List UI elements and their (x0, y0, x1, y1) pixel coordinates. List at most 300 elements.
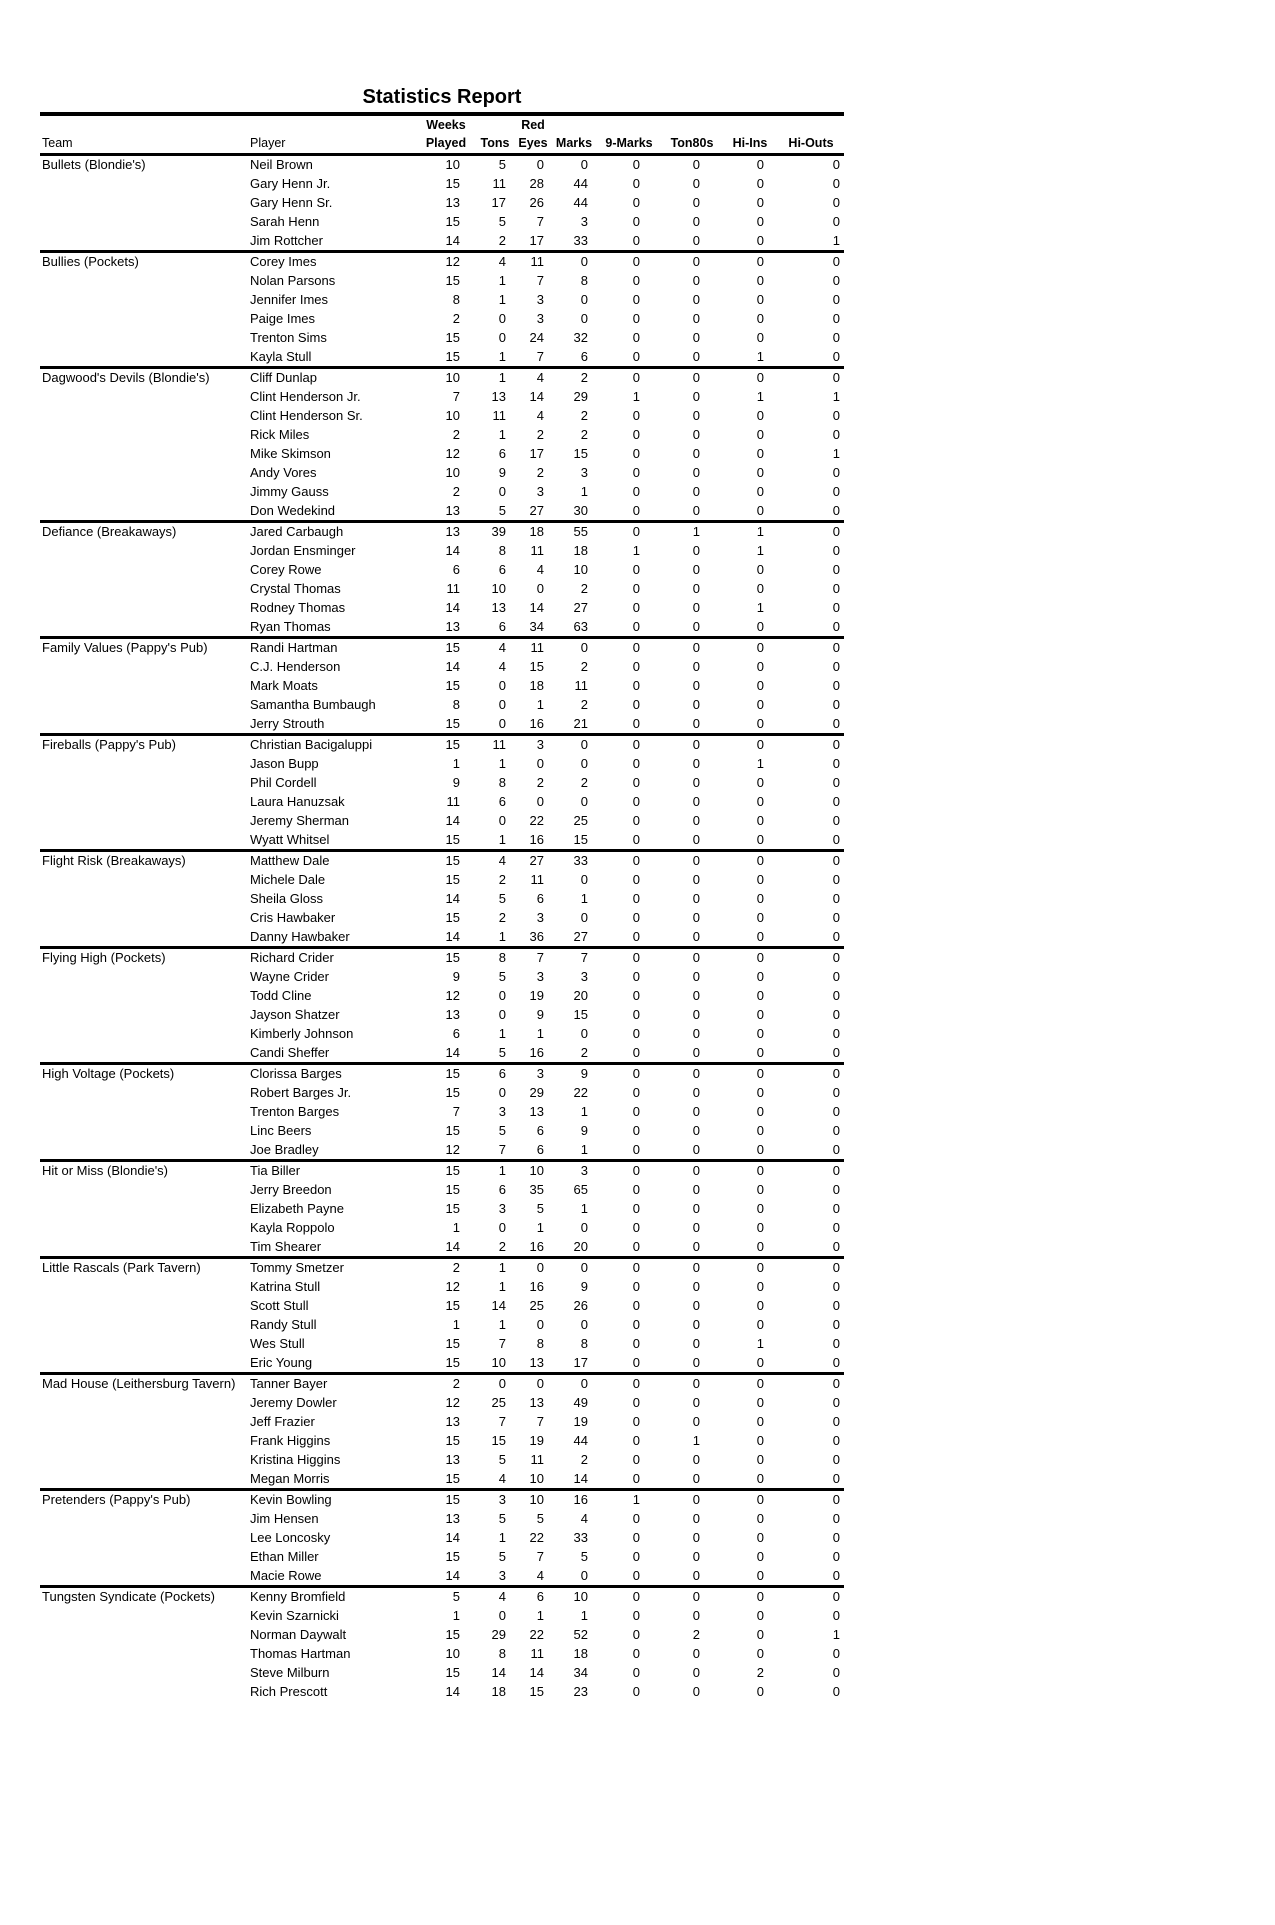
team-name-cell (40, 579, 248, 598)
hi-outs-cell: 0 (778, 638, 844, 658)
player-name-cell: Lee Loncosky (250, 1530, 331, 1545)
team-name-cell (40, 773, 248, 792)
red-eyes-cell: 15 (529, 659, 544, 674)
marks-cell: 1 (580, 1142, 588, 1157)
weeks-played-cell: 15 (416, 851, 476, 871)
team-name-cell (40, 309, 248, 328)
player-name-cell: Jordan Ensminger (250, 543, 356, 558)
ton80s-cell: 0 (692, 1608, 700, 1623)
weeks-played-cell: 12 (416, 252, 476, 272)
team-group (40, 851, 844, 948)
table-row (40, 231, 844, 252)
team-name-cell (40, 714, 248, 735)
hi-ins-cell: 0 (722, 1374, 778, 1394)
weeks-played-cell: 14 (445, 600, 460, 615)
ton80s-cell: 0 (692, 562, 700, 577)
ton80s-cell: 0 (692, 659, 700, 674)
9-marks-cell: 0 (632, 292, 640, 307)
player-name-cell: Nolan Parsons (250, 273, 336, 288)
marks-cell: 0 (580, 1220, 588, 1235)
table-row (40, 695, 844, 714)
player-name-cell: Jeremy Dowler (250, 1395, 337, 1410)
ton80s-cell: 0 (692, 233, 700, 248)
hi-ins-cell: 0 (756, 176, 764, 191)
team-name-cell (40, 598, 248, 617)
team-name-cell (40, 1180, 248, 1199)
9-marks-cell: 0 (632, 678, 640, 693)
hi-ins-cell: 0 (722, 1490, 778, 1510)
team-name-cell (40, 1315, 248, 1334)
player-name-cell: Jim Rottcher (250, 233, 323, 248)
team-name-cell: Fireballs (Pappy's Pub) (40, 735, 248, 755)
marks-cell: 0 (580, 794, 588, 809)
ton80s-cell: 0 (692, 716, 700, 731)
tons-cell: 10 (491, 1355, 506, 1370)
hi-ins-cell: 0 (756, 794, 764, 809)
team-name-cell: Family Values (Pappy's Pub) (40, 638, 248, 658)
red-eyes-cell: 27 (514, 851, 552, 871)
team-name-cell: Little Rascals (Park Tavern) (40, 1258, 248, 1278)
red-eyes-cell: 19 (529, 1433, 544, 1448)
ton80s-cell: 0 (692, 1336, 700, 1351)
header-red-eyes: Eyes (518, 136, 548, 150)
ton80s-cell: 0 (692, 794, 700, 809)
player-name-cell: Eric Young (250, 1355, 313, 1370)
marks-cell: 29 (573, 389, 588, 404)
team-name-cell (40, 695, 248, 714)
tons-cell: 1 (498, 292, 506, 307)
hi-outs-cell: 0 (832, 910, 840, 925)
marks-cell: 17 (573, 1355, 588, 1370)
player-name-cell: Cliff Dunlap (248, 368, 416, 388)
team-name-cell (40, 617, 248, 638)
weeks-played-cell: 15 (445, 678, 460, 693)
hi-outs-cell: 0 (778, 252, 844, 272)
tons-cell: 9 (498, 465, 506, 480)
hi-ins-cell: 0 (756, 1026, 764, 1041)
hi-outs-cell: 0 (832, 600, 840, 615)
tons-cell: 8 (498, 1646, 506, 1661)
weeks-played-cell: 13 (445, 1452, 460, 1467)
player-name-cell: Richard Crider (248, 948, 416, 968)
red-eyes-cell: 3 (514, 735, 552, 755)
table-row (40, 773, 844, 792)
player-name-cell: Linc Beers (250, 1123, 312, 1138)
hi-ins-cell: 0 (722, 851, 778, 871)
ton80s-cell: 0 (692, 273, 700, 288)
tons-cell: 6 (476, 1064, 514, 1084)
9-marks-cell: 0 (632, 1336, 640, 1351)
marks-cell: 63 (573, 619, 588, 634)
hi-outs-cell: 0 (832, 1414, 840, 1429)
tons-cell: 25 (491, 1395, 506, 1410)
hi-outs-cell: 0 (832, 581, 840, 596)
team-name-cell (40, 1121, 248, 1140)
team-name-cell (40, 231, 248, 252)
player-name-cell: Sarah Henn (250, 214, 320, 229)
red-eyes-cell: 1 (536, 697, 544, 712)
player-name-cell: Wayne Crider (250, 969, 329, 984)
tons-cell: 0 (498, 1608, 506, 1623)
hi-ins-cell: 0 (756, 1317, 764, 1332)
marks-cell: 0 (552, 1258, 596, 1278)
ton80s-cell: 0 (692, 484, 700, 499)
marks-cell: 2 (580, 775, 588, 790)
table-row (40, 967, 844, 986)
player-name-cell: Matthew Dale (248, 851, 416, 871)
hi-outs-cell: 0 (832, 1298, 840, 1313)
hi-ins-cell: 0 (756, 1433, 764, 1448)
9-marks-cell: 0 (632, 1026, 640, 1041)
weeks-played-cell: 15 (445, 1201, 460, 1216)
table-row (40, 1374, 844, 1394)
ton80s-cell: 0 (692, 1355, 700, 1370)
weeks-played-cell: 15 (445, 1182, 460, 1197)
marks-cell: 8 (580, 1336, 588, 1351)
table-row (40, 1663, 844, 1682)
tons-cell: 4 (476, 252, 514, 272)
hi-outs-cell: 0 (832, 891, 840, 906)
hi-ins-cell: 0 (756, 716, 764, 731)
hi-ins-cell: 0 (722, 948, 778, 968)
ton80s-cell: 0 (692, 1530, 700, 1545)
ton80s-cell: 0 (692, 543, 700, 558)
player-name-cell: Randy Stull (250, 1317, 317, 1332)
hi-ins-cell: 0 (756, 1471, 764, 1486)
weeks-played-cell: 15 (445, 1627, 460, 1642)
red-eyes-cell: 19 (529, 988, 544, 1003)
header-red-top: Red (521, 118, 545, 132)
9-marks-cell: 0 (632, 176, 640, 191)
weeks-played-cell: 12 (445, 1142, 460, 1157)
table-row (40, 1490, 844, 1510)
red-eyes-cell: 1 (536, 1608, 544, 1623)
red-eyes-cell: 11 (530, 543, 544, 558)
weeks-played-cell: 13 (445, 503, 460, 518)
ton80s-cell: 0 (692, 1142, 700, 1157)
marks-cell: 0 (580, 1026, 588, 1041)
tons-cell: 1 (498, 832, 506, 847)
9-marks-cell: 0 (632, 1549, 640, 1564)
table-row (40, 1102, 844, 1121)
tons-cell: 4 (498, 659, 506, 674)
ton80s-cell: 0 (692, 1414, 700, 1429)
weeks-played-cell: 7 (452, 1104, 460, 1119)
ton80s-cell: 0 (692, 1026, 700, 1041)
team-name-cell (40, 927, 248, 948)
red-eyes-cell: 18 (529, 678, 544, 693)
team-name-cell: Tungsten Syndicate (Pockets) (40, 1587, 248, 1607)
weeks-played-cell: 9 (452, 775, 460, 790)
hi-outs-cell: 0 (832, 1220, 840, 1235)
ton80s-cell: 0 (692, 446, 700, 461)
tons-cell: 6 (498, 1182, 506, 1197)
team-group (40, 252, 844, 368)
marks-cell: 33 (573, 1530, 588, 1545)
table-row (40, 1393, 844, 1412)
weeks-played-cell: 15 (445, 872, 460, 887)
hi-ins-cell: 0 (756, 1395, 764, 1410)
9-marks-cell: 0 (632, 1568, 640, 1583)
team-name-cell (40, 1682, 248, 1701)
red-eyes-cell: 29 (529, 1085, 544, 1100)
marks-cell: 18 (573, 1646, 588, 1661)
table-row (40, 271, 844, 290)
red-eyes-cell: 1 (536, 1026, 544, 1041)
player-name-cell: Candi Sheffer (250, 1045, 330, 1060)
9-marks-cell: 0 (632, 832, 640, 847)
weeks-played-cell: 15 (445, 1665, 460, 1680)
marks-cell: 10 (573, 562, 588, 577)
marks-cell: 19 (573, 1414, 588, 1429)
red-eyes-cell: 6 (536, 891, 544, 906)
marks-cell: 44 (573, 1433, 588, 1448)
table-row (40, 657, 844, 676)
hi-ins-cell: 0 (756, 1182, 764, 1197)
hi-outs-cell: 0 (832, 1530, 840, 1545)
9-marks-cell: 0 (632, 813, 640, 828)
hi-ins-cell: 1 (756, 349, 764, 364)
tons-cell: 11 (476, 735, 514, 755)
player-name-cell: Corey Rowe (250, 562, 322, 577)
red-eyes-cell: 6 (536, 1123, 544, 1138)
hi-outs-cell: 0 (832, 292, 840, 307)
hi-ins-cell: 0 (722, 1587, 778, 1607)
red-eyes-cell: 8 (536, 1336, 544, 1351)
team-name-cell (40, 1199, 248, 1218)
red-eyes-cell: 0 (514, 155, 552, 175)
red-eyes-cell: 3 (536, 969, 544, 984)
table-row (40, 1431, 844, 1450)
team-name-cell (40, 1005, 248, 1024)
9-marks-cell: 0 (632, 1395, 640, 1410)
team-name-cell (40, 212, 248, 231)
hi-ins-cell: 1 (756, 756, 764, 771)
team-name-cell (40, 1663, 248, 1682)
table-row (40, 1587, 844, 1607)
hi-outs-cell: 0 (778, 1258, 844, 1278)
statistics-report (40, 84, 844, 1701)
marks-cell: 6 (580, 349, 588, 364)
hi-outs-cell: 0 (832, 349, 840, 364)
marks-cell: 0 (580, 872, 588, 887)
hi-ins-cell: 0 (756, 330, 764, 345)
hi-outs-cell: 0 (832, 1123, 840, 1138)
marks-cell: 0 (580, 311, 588, 326)
9-marks-cell: 0 (632, 716, 640, 731)
9-marks-cell: 0 (596, 252, 662, 272)
team-name-cell (40, 676, 248, 695)
team-name-cell (40, 425, 248, 444)
weeks-played-cell: 1 (452, 756, 460, 771)
hi-outs-cell: 0 (832, 503, 840, 518)
weeks-played-cell: 2 (452, 484, 460, 499)
weeks-played-cell: 15 (445, 1123, 460, 1138)
weeks-played-cell: 14 (445, 1530, 460, 1545)
ton80s-cell: 0 (692, 465, 700, 480)
ton80s-cell: 0 (692, 349, 700, 364)
team-name-cell: Bullets (Blondie's) (40, 155, 248, 175)
marks-cell: 27 (573, 929, 588, 944)
table-row (40, 1005, 844, 1024)
marks-cell: 3 (580, 465, 588, 480)
team-name-cell (40, 406, 248, 425)
ton80s-cell: 0 (692, 1646, 700, 1661)
9-marks-cell: 0 (632, 600, 640, 615)
marks-cell: 0 (552, 252, 596, 272)
hi-outs-cell: 1 (832, 446, 840, 461)
ton80s-cell: 0 (662, 1064, 722, 1084)
red-eyes-cell: 10 (529, 1471, 544, 1486)
hi-outs-cell: 0 (832, 794, 840, 809)
hi-ins-cell: 0 (756, 1007, 764, 1022)
marks-cell: 44 (573, 176, 588, 191)
hi-outs-cell: 0 (778, 1161, 844, 1181)
tons-cell: 1 (498, 427, 506, 442)
ton80s-cell: 0 (662, 638, 722, 658)
9-marks-cell: 0 (596, 1258, 662, 1278)
red-eyes-cell: 0 (536, 1317, 544, 1332)
hi-ins-cell: 0 (756, 427, 764, 442)
hi-ins-cell: 0 (756, 1549, 764, 1564)
9-marks-cell: 0 (596, 948, 662, 968)
table-row (40, 347, 844, 368)
ton80s-cell: 0 (662, 1490, 722, 1510)
red-eyes-cell: 13 (529, 1395, 544, 1410)
9-marks-cell: 0 (596, 1161, 662, 1181)
team-group (40, 735, 844, 851)
9-marks-cell: 0 (632, 1104, 640, 1119)
ton80s-cell: 0 (692, 389, 700, 404)
table-row (40, 811, 844, 830)
team-name-cell (40, 1547, 248, 1566)
tons-cell: 2 (498, 910, 506, 925)
player-name-cell: Crystal Thomas (250, 581, 341, 596)
ton80s-cell: 0 (692, 1298, 700, 1313)
red-eyes-cell: 22 (529, 813, 544, 828)
player-name-cell: Jeremy Sherman (250, 813, 349, 828)
9-marks-cell: 0 (632, 1414, 640, 1429)
red-eyes-cell: 16 (529, 1239, 544, 1254)
9-marks-cell: 0 (632, 484, 640, 499)
ton80s-cell: 0 (692, 988, 700, 1003)
table-row (40, 1509, 844, 1528)
hi-outs-cell: 0 (832, 1279, 840, 1294)
team-name-cell (40, 328, 248, 347)
tons-cell: 11 (492, 408, 506, 423)
player-name-cell: Christian Bacigaluppi (248, 735, 416, 755)
hi-ins-cell: 0 (756, 1298, 764, 1313)
team-group (40, 1258, 844, 1374)
9-marks-cell: 0 (596, 155, 662, 175)
team-name-cell (40, 1566, 248, 1587)
ton80s-cell: 0 (692, 330, 700, 345)
weeks-played-cell: 15 (445, 1549, 460, 1564)
red-eyes-cell: 22 (529, 1627, 544, 1642)
hi-ins-cell: 0 (756, 1511, 764, 1526)
weeks-played-cell: 15 (445, 1355, 460, 1370)
table-row (40, 1625, 844, 1644)
hi-ins-cell: 0 (756, 1414, 764, 1429)
weeks-played-cell: 10 (445, 1646, 460, 1661)
red-eyes-cell: 2 (536, 775, 544, 790)
9-marks-cell: 0 (632, 408, 640, 423)
9-marks-cell: 0 (632, 659, 640, 674)
hi-ins-cell: 0 (756, 1201, 764, 1216)
team-name-cell (40, 967, 248, 986)
player-name-cell: Steve Milburn (250, 1665, 330, 1680)
player-name-cell: Mark Moats (250, 678, 318, 693)
tons-cell: 1 (498, 1317, 506, 1332)
tons-cell: 5 (498, 1511, 506, 1526)
9-marks-cell: 0 (632, 697, 640, 712)
table-row (40, 1258, 844, 1278)
player-name-cell: Corey Imes (248, 252, 416, 272)
hi-ins-cell: 0 (756, 1045, 764, 1060)
team-name-cell (40, 1625, 248, 1644)
header-hi-outs: Hi-Outs (788, 136, 834, 150)
red-eyes-cell: 17 (529, 233, 544, 248)
9-marks-cell: 0 (632, 273, 640, 288)
red-eyes-cell: 9 (536, 1007, 544, 1022)
marks-cell: 0 (552, 638, 596, 658)
player-name-cell: Jimmy Gauss (250, 484, 329, 499)
hi-ins-cell: 0 (756, 1085, 764, 1100)
9-marks-cell: 0 (632, 1608, 640, 1623)
hi-ins-cell: 0 (756, 446, 764, 461)
team-name-cell (40, 1412, 248, 1431)
ton80s-cell: 0 (692, 1182, 700, 1197)
9-marks-cell: 0 (632, 1142, 640, 1157)
tons-cell: 0 (476, 1374, 514, 1394)
red-eyes-cell: 5 (536, 1511, 544, 1526)
hi-outs-cell: 0 (832, 330, 840, 345)
hi-outs-cell: 0 (778, 735, 844, 755)
weeks-played-cell: 15 (445, 176, 460, 191)
player-name-cell: Tanner Bayer (248, 1374, 416, 1394)
player-name-cell: Joe Bradley (250, 1142, 319, 1157)
9-marks-cell: 0 (596, 851, 662, 871)
red-eyes-cell: 15 (529, 1684, 544, 1699)
red-eyes-cell: 3 (536, 292, 544, 307)
ton80s-cell: 0 (692, 1684, 700, 1699)
table-row (40, 193, 844, 212)
table-row (40, 617, 844, 638)
table-row (40, 1334, 844, 1353)
ton80s-cell: 0 (692, 813, 700, 828)
hi-outs-cell: 0 (778, 522, 844, 542)
9-marks-cell: 0 (596, 638, 662, 658)
marks-cell: 3 (580, 214, 588, 229)
team-name-cell (40, 193, 248, 212)
ton80s-cell: 0 (692, 891, 700, 906)
weeks-played-cell: 11 (446, 794, 460, 809)
team-name-cell (40, 1644, 248, 1663)
red-eyes-cell: 7 (536, 1414, 544, 1429)
9-marks-cell: 0 (632, 1201, 640, 1216)
hi-ins-cell: 1 (756, 543, 764, 558)
ton80s-cell: 0 (662, 735, 722, 755)
table-row (40, 1644, 844, 1663)
tons-cell: 6 (498, 562, 506, 577)
9-marks-cell: 0 (632, 988, 640, 1003)
hi-outs-cell: 0 (832, 1568, 840, 1583)
hi-ins-cell: 0 (756, 1646, 764, 1661)
player-name-cell: Trenton Sims (250, 330, 327, 345)
header-player: Player (250, 136, 286, 150)
ton80s-cell: 0 (692, 1471, 700, 1486)
hi-outs-cell: 0 (832, 465, 840, 480)
